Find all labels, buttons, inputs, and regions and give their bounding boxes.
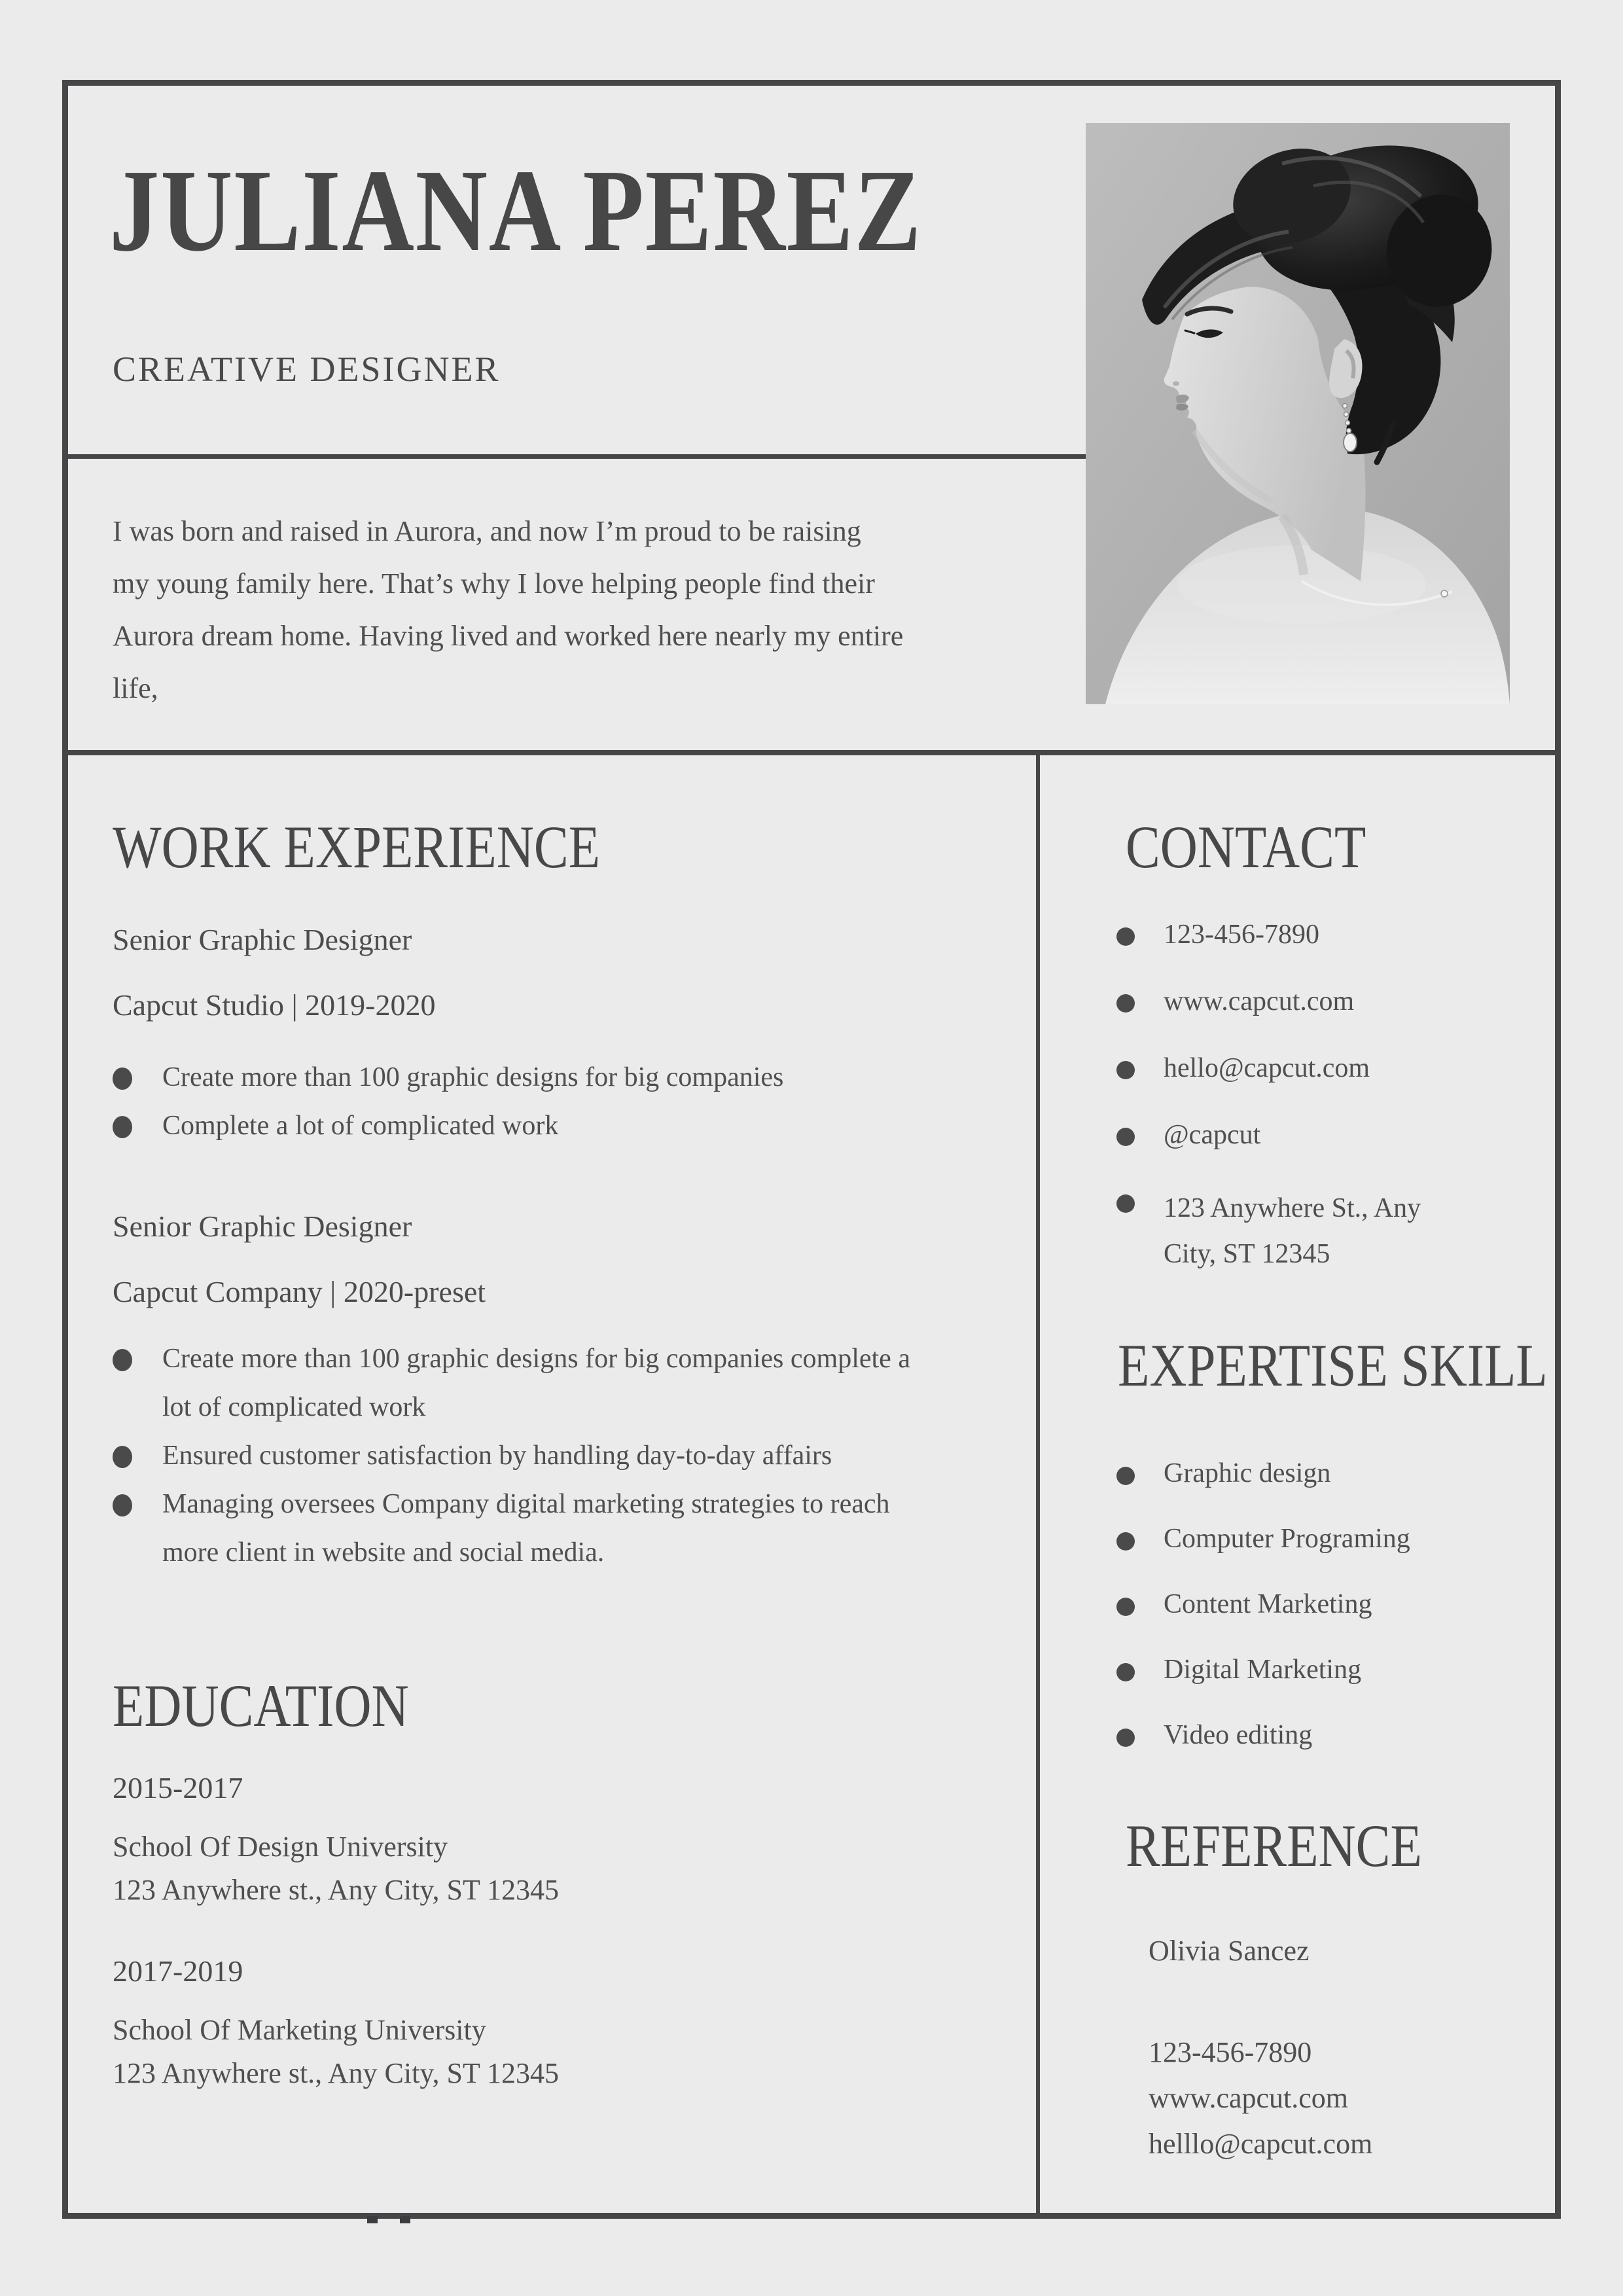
person-role-subtitle: CREATIVE DESIGNER <box>113 350 501 389</box>
portrait-illustration <box>1086 123 1510 704</box>
list-item <box>113 1102 983 1150</box>
skill-list <box>1106 1458 1538 1751</box>
body-divider-line <box>62 750 1561 755</box>
education-entry <box>113 1825 983 1912</box>
job-role: Senior Graphic Designer <box>113 923 412 956</box>
bio-paragraph: I was born and raised in Aurora, and now I’m proud to be raising my young family here. That’s why I love helping people find their Aurora dream home. Having lived and worked here nearly my entire life, <box>113 515 904 704</box>
reference-details <box>1149 2030 1538 2167</box>
skill-item: Content Marketing <box>1164 1589 1372 1619</box>
list-item <box>113 1335 983 1431</box>
bullet-dot-icon <box>1116 994 1135 1013</box>
bullet-dot-icon <box>1116 1598 1135 1616</box>
job-bullet-list <box>113 1053 983 1150</box>
contact-address: 123 Anywhere St., Any City, ST 12345 <box>1164 1193 1421 1269</box>
bullet-dot-icon <box>1116 1467 1135 1485</box>
column-divider-line <box>1036 750 1040 2214</box>
list-item <box>1106 918 1538 951</box>
contact-list <box>1106 918 1538 1277</box>
profile-photo <box>1086 123 1510 704</box>
list-item <box>1106 1588 1538 1620</box>
education-heading: EDUCATION <box>113 1672 409 1739</box>
list-item <box>1106 1119 1538 1151</box>
bullet-text: Create more than 100 graphic designs for big companies complete a lot of complicated work <box>162 1344 910 1422</box>
list-item <box>113 1053 983 1102</box>
job-company-period: Capcut Studio | 2019-2020 <box>113 988 436 1022</box>
list-item <box>113 1431 983 1480</box>
skill-item: Computer Programing <box>1164 1524 1410 1554</box>
right-column <box>1106 814 1548 2167</box>
skill-item: Digital Marketing <box>1164 1655 1362 1685</box>
list-item <box>1106 1458 1538 1489</box>
bullet-dot-icon <box>1116 1532 1135 1551</box>
job-role: Senior Graphic Designer <box>113 1210 412 1243</box>
list-item <box>1106 985 1538 1018</box>
education-school: School Of Design University <box>113 1831 448 1863</box>
list-item <box>113 1480 983 1577</box>
left-column <box>113 815 983 2095</box>
job-company-period: Capcut Company | 2020-preset <box>113 1275 486 1308</box>
bullet-text: Create more than 100 graphic designs for big companies <box>162 1062 784 1092</box>
bullet-dot-icon <box>113 1446 132 1468</box>
list-item <box>1106 1654 1538 1685</box>
header-divider-line <box>62 454 1086 459</box>
bullet-dot-icon <box>1116 1729 1135 1747</box>
bullet-dot-icon <box>113 1349 132 1371</box>
reference-phone: 123-456-7890 <box>1149 2036 1312 2068</box>
list-item <box>1106 1719 1538 1751</box>
education-address: 123 Anywhere st., Any City, ST 12345 <box>113 1874 560 1906</box>
bullet-dot-icon <box>1116 1663 1135 1681</box>
list-item <box>1106 1052 1538 1085</box>
bullet-dot-icon <box>113 1494 132 1516</box>
person-name: JULIANA PEREZ <box>109 145 923 276</box>
work-experience-heading: WORK EXPERIENCE <box>113 814 601 880</box>
education-period: 2017-2019 <box>113 1954 243 1988</box>
reference-email: helllo@capcut.com <box>1149 2128 1373 2160</box>
bullet-text: Managing oversees Company digital marketing strategies to reach more client in website and social media. <box>162 1489 890 1568</box>
list-item <box>1106 1185 1538 1277</box>
reference-name: Olivia Sancez <box>1149 1935 1310 1967</box>
bullet-text: Ensured customer satisfaction by handling day-to-day affairs <box>162 1441 832 1471</box>
bullet-dot-icon <box>113 1116 132 1138</box>
education-address: 123 Anywhere st., Any City, ST 12345 <box>113 2057 560 2089</box>
contact-heading: CONTACT <box>1126 814 1366 880</box>
page-edge-mark <box>367 2216 378 2223</box>
education-entry <box>113 2009 983 2095</box>
contact-website: www.capcut.com <box>1164 986 1355 1016</box>
bullet-dot-icon <box>1116 1061 1135 1079</box>
expertise-skill-heading: EXPERTISE SKILL <box>1118 1332 1548 1399</box>
contact-email: hello@capcut.com <box>1164 1053 1370 1083</box>
reference-heading: REFERENCE <box>1126 1812 1422 1879</box>
bullet-dot-icon <box>113 1067 132 1090</box>
page-edge-mark <box>400 2216 410 2223</box>
reference-website: www.capcut.com <box>1149 2082 1349 2114</box>
bullet-dot-icon <box>1116 1194 1135 1213</box>
contact-handle: @capcut <box>1164 1120 1261 1150</box>
skill-item: Graphic design <box>1164 1458 1331 1488</box>
skill-item: Video editing <box>1164 1720 1313 1750</box>
education-school: School Of Marketing University <box>113 2014 486 2046</box>
bullet-text: Complete a lot of complicated work <box>162 1111 559 1141</box>
contact-phone: 123-456-7890 <box>1164 920 1319 950</box>
bullet-dot-icon <box>1116 1128 1135 1146</box>
job-bullet-list <box>113 1335 983 1577</box>
bullet-dot-icon <box>1116 927 1135 946</box>
list-item <box>1106 1523 1538 1554</box>
education-period: 2015-2017 <box>113 1771 243 1804</box>
